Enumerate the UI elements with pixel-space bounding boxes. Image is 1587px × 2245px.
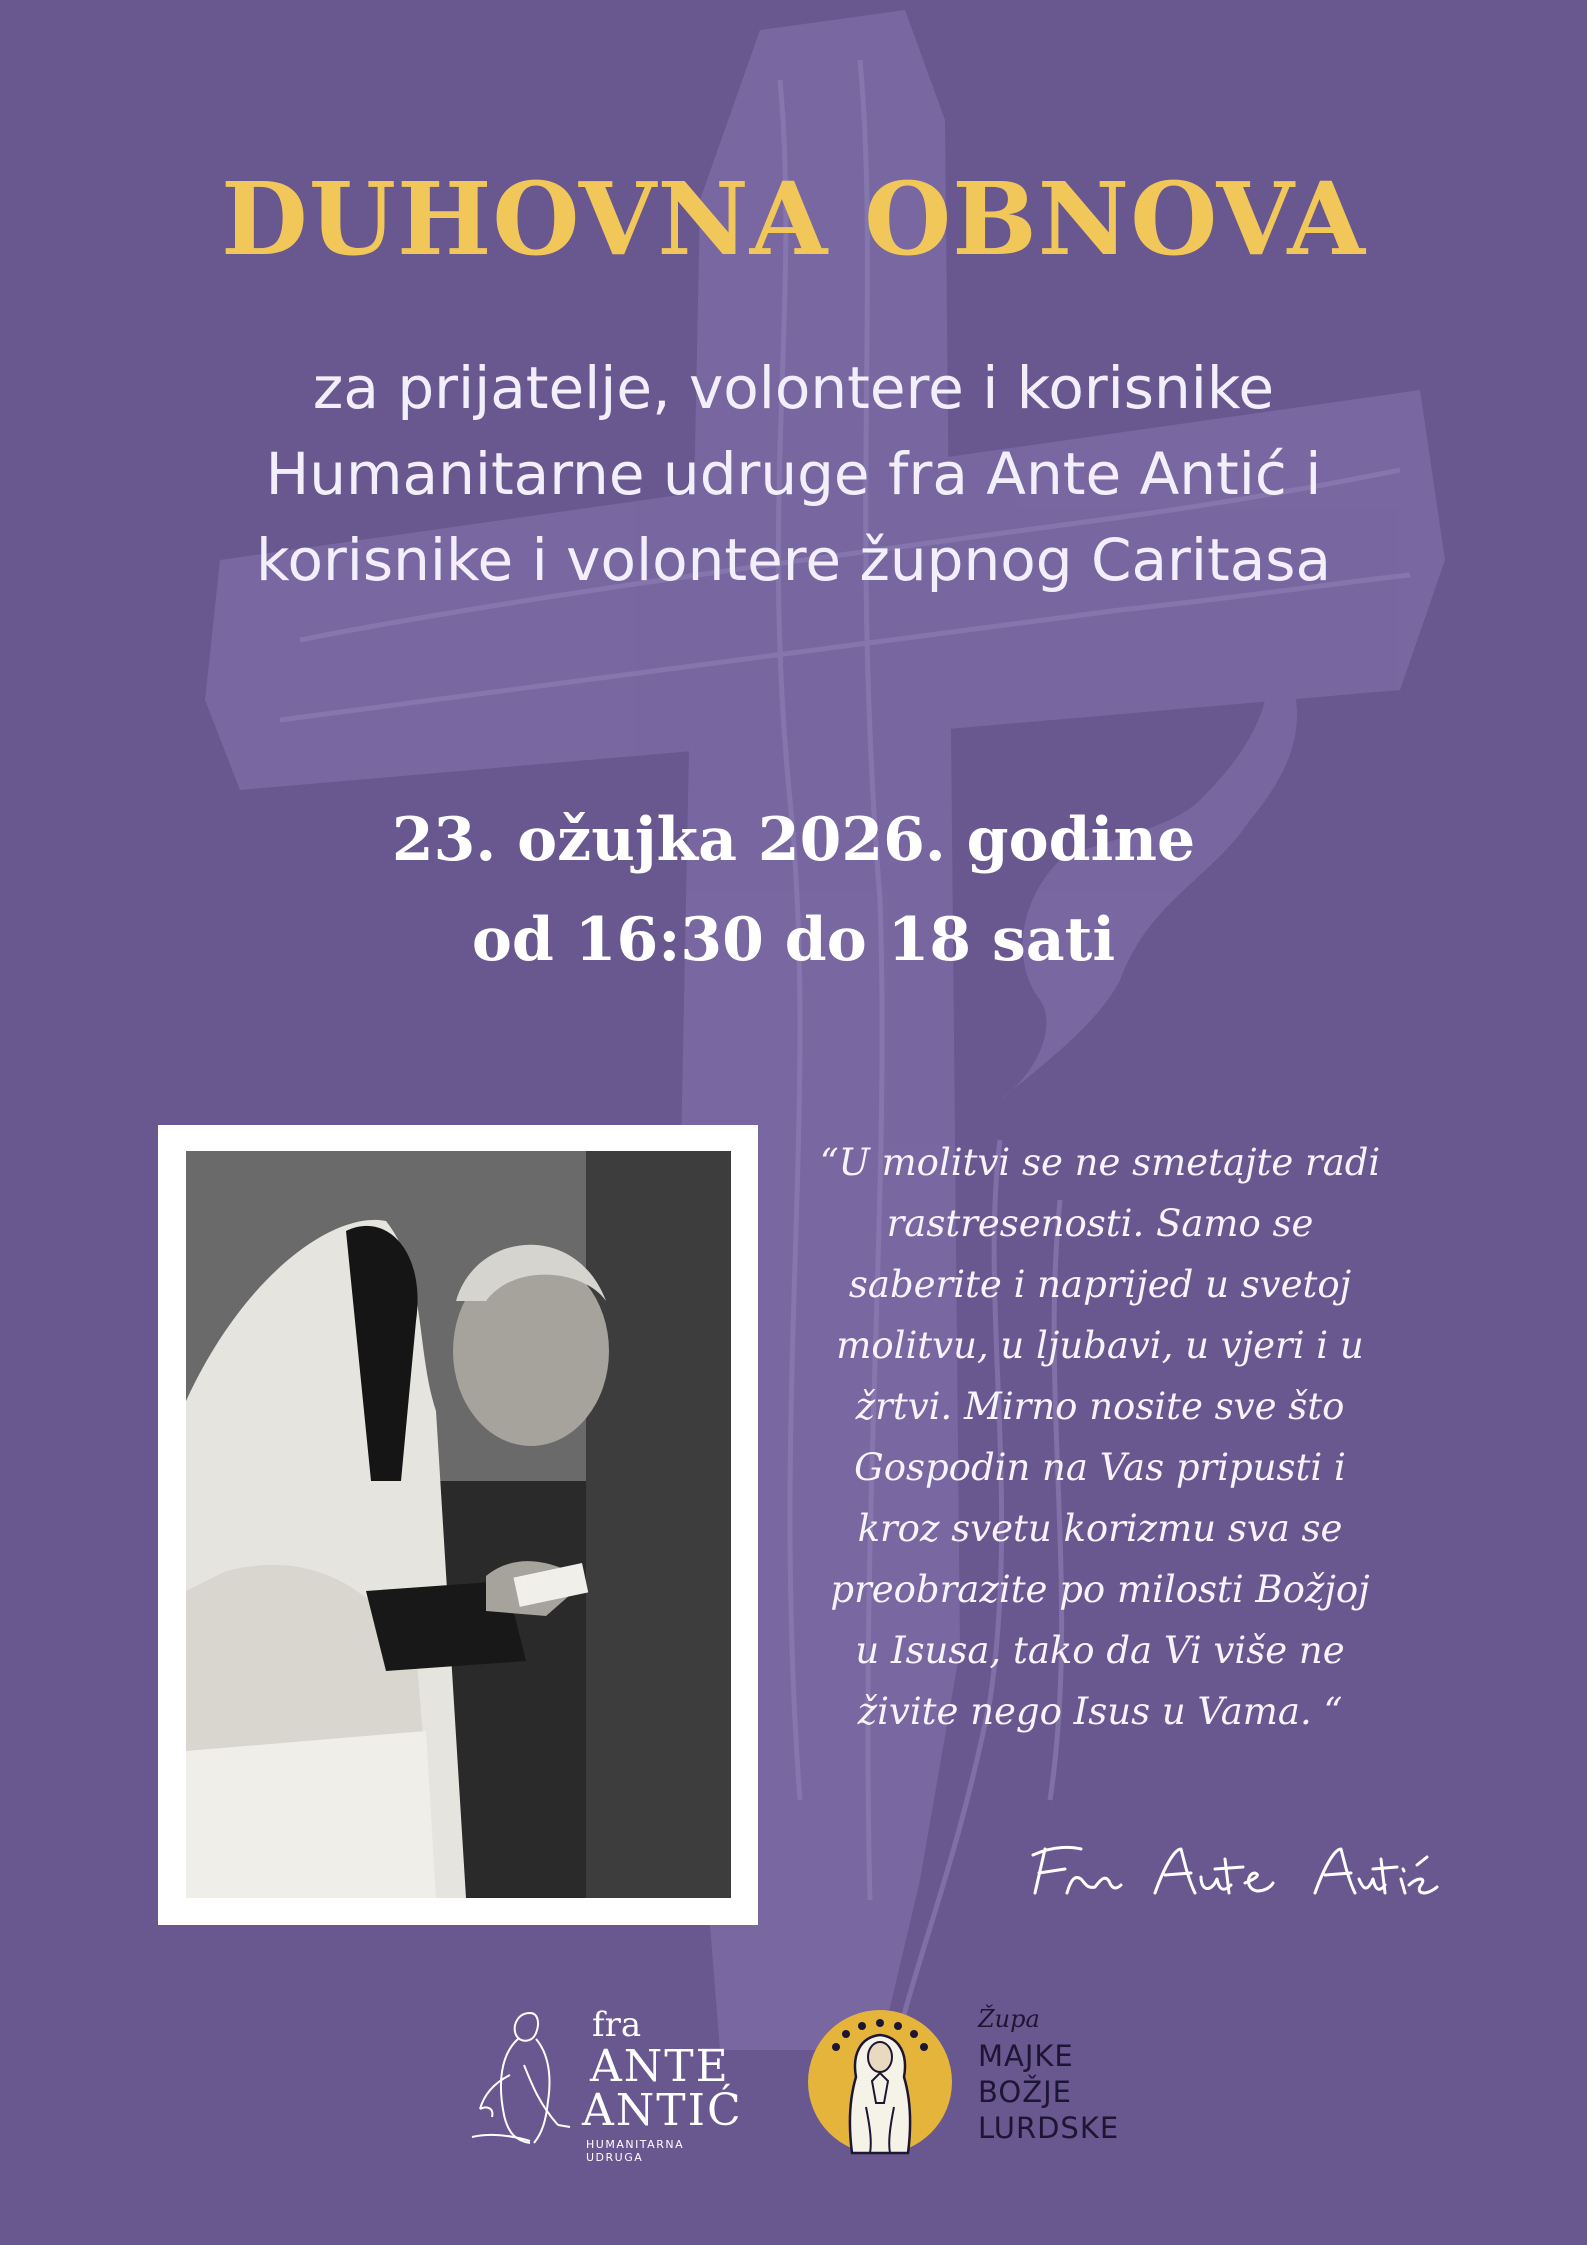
logo-majke-text: MAJKE	[978, 2039, 1074, 2073]
quote-line: žrtvi. Mirno nosite sve što	[855, 1385, 1345, 1428]
logo-bozje-text: BOŽJE	[978, 2075, 1072, 2109]
logo-antic-text: ANTIĆ	[582, 2085, 743, 2136]
logo-zupa-text: Župa	[978, 2005, 1040, 2033]
priest-figure-illustration	[186, 1151, 731, 1898]
quote-line: rastresenosti. Samo se	[886, 1202, 1314, 1245]
signature-handwritten	[1025, 1835, 1445, 1905]
quote-line: u Isusa, tako da Vi više ne	[855, 1629, 1345, 1672]
logo-humanitarna-udruga	[470, 2005, 743, 2164]
logo-zupa-lurdske	[800, 2005, 1120, 2155]
quote-line: Gospodin na Vas pripusti i	[854, 1446, 1346, 1489]
subtitle-line-1: za prijatelje, volontere i korisnike	[312, 354, 1275, 422]
photo-frame	[158, 1125, 758, 1925]
quote-line: saberite i naprijed u svetoj	[848, 1263, 1352, 1306]
audience-subtitle	[0, 345, 1587, 603]
quote-line: preobrazite po milosti Božjoj	[830, 1568, 1370, 1611]
page-title: DUHOVNA OBNOVA	[221, 160, 1366, 278]
quote-line: kroz svetu korizmu sva se	[857, 1507, 1343, 1550]
fra-ante-figure-icon	[470, 2005, 585, 2145]
quote-line: molitvu, u ljubavi, u vjeri i u	[836, 1324, 1364, 1367]
fra-ante-quote	[775, 1132, 1425, 1742]
quote-line: “U molitvi se ne smetajte radi	[819, 1141, 1381, 1184]
subtitle-line-3: korisnike i volontere župnog Caritasa	[255, 526, 1332, 594]
logo-lurdske-text: LURDSKE	[978, 2111, 1120, 2145]
event-date: 23. ožujka 2026. godine	[391, 805, 1196, 875]
logo-fra-text: fra	[592, 2005, 642, 2045]
logo-subtitle-text: HUMANITARNA UDRUGA	[586, 2138, 685, 2164]
madonna-medallion-icon	[800, 2007, 960, 2157]
event-datetime	[0, 790, 1587, 990]
quote-line: živite nego Isus u Vama. “	[857, 1690, 1343, 1733]
event-time: od 16:30 do 18 sati	[471, 905, 1116, 975]
logo-ante-text: ANTE	[590, 2041, 730, 2092]
fra-ante-photo	[186, 1151, 731, 1898]
subtitle-line-2: Humanitarne udruge fra Ante Antić i	[265, 440, 1322, 508]
